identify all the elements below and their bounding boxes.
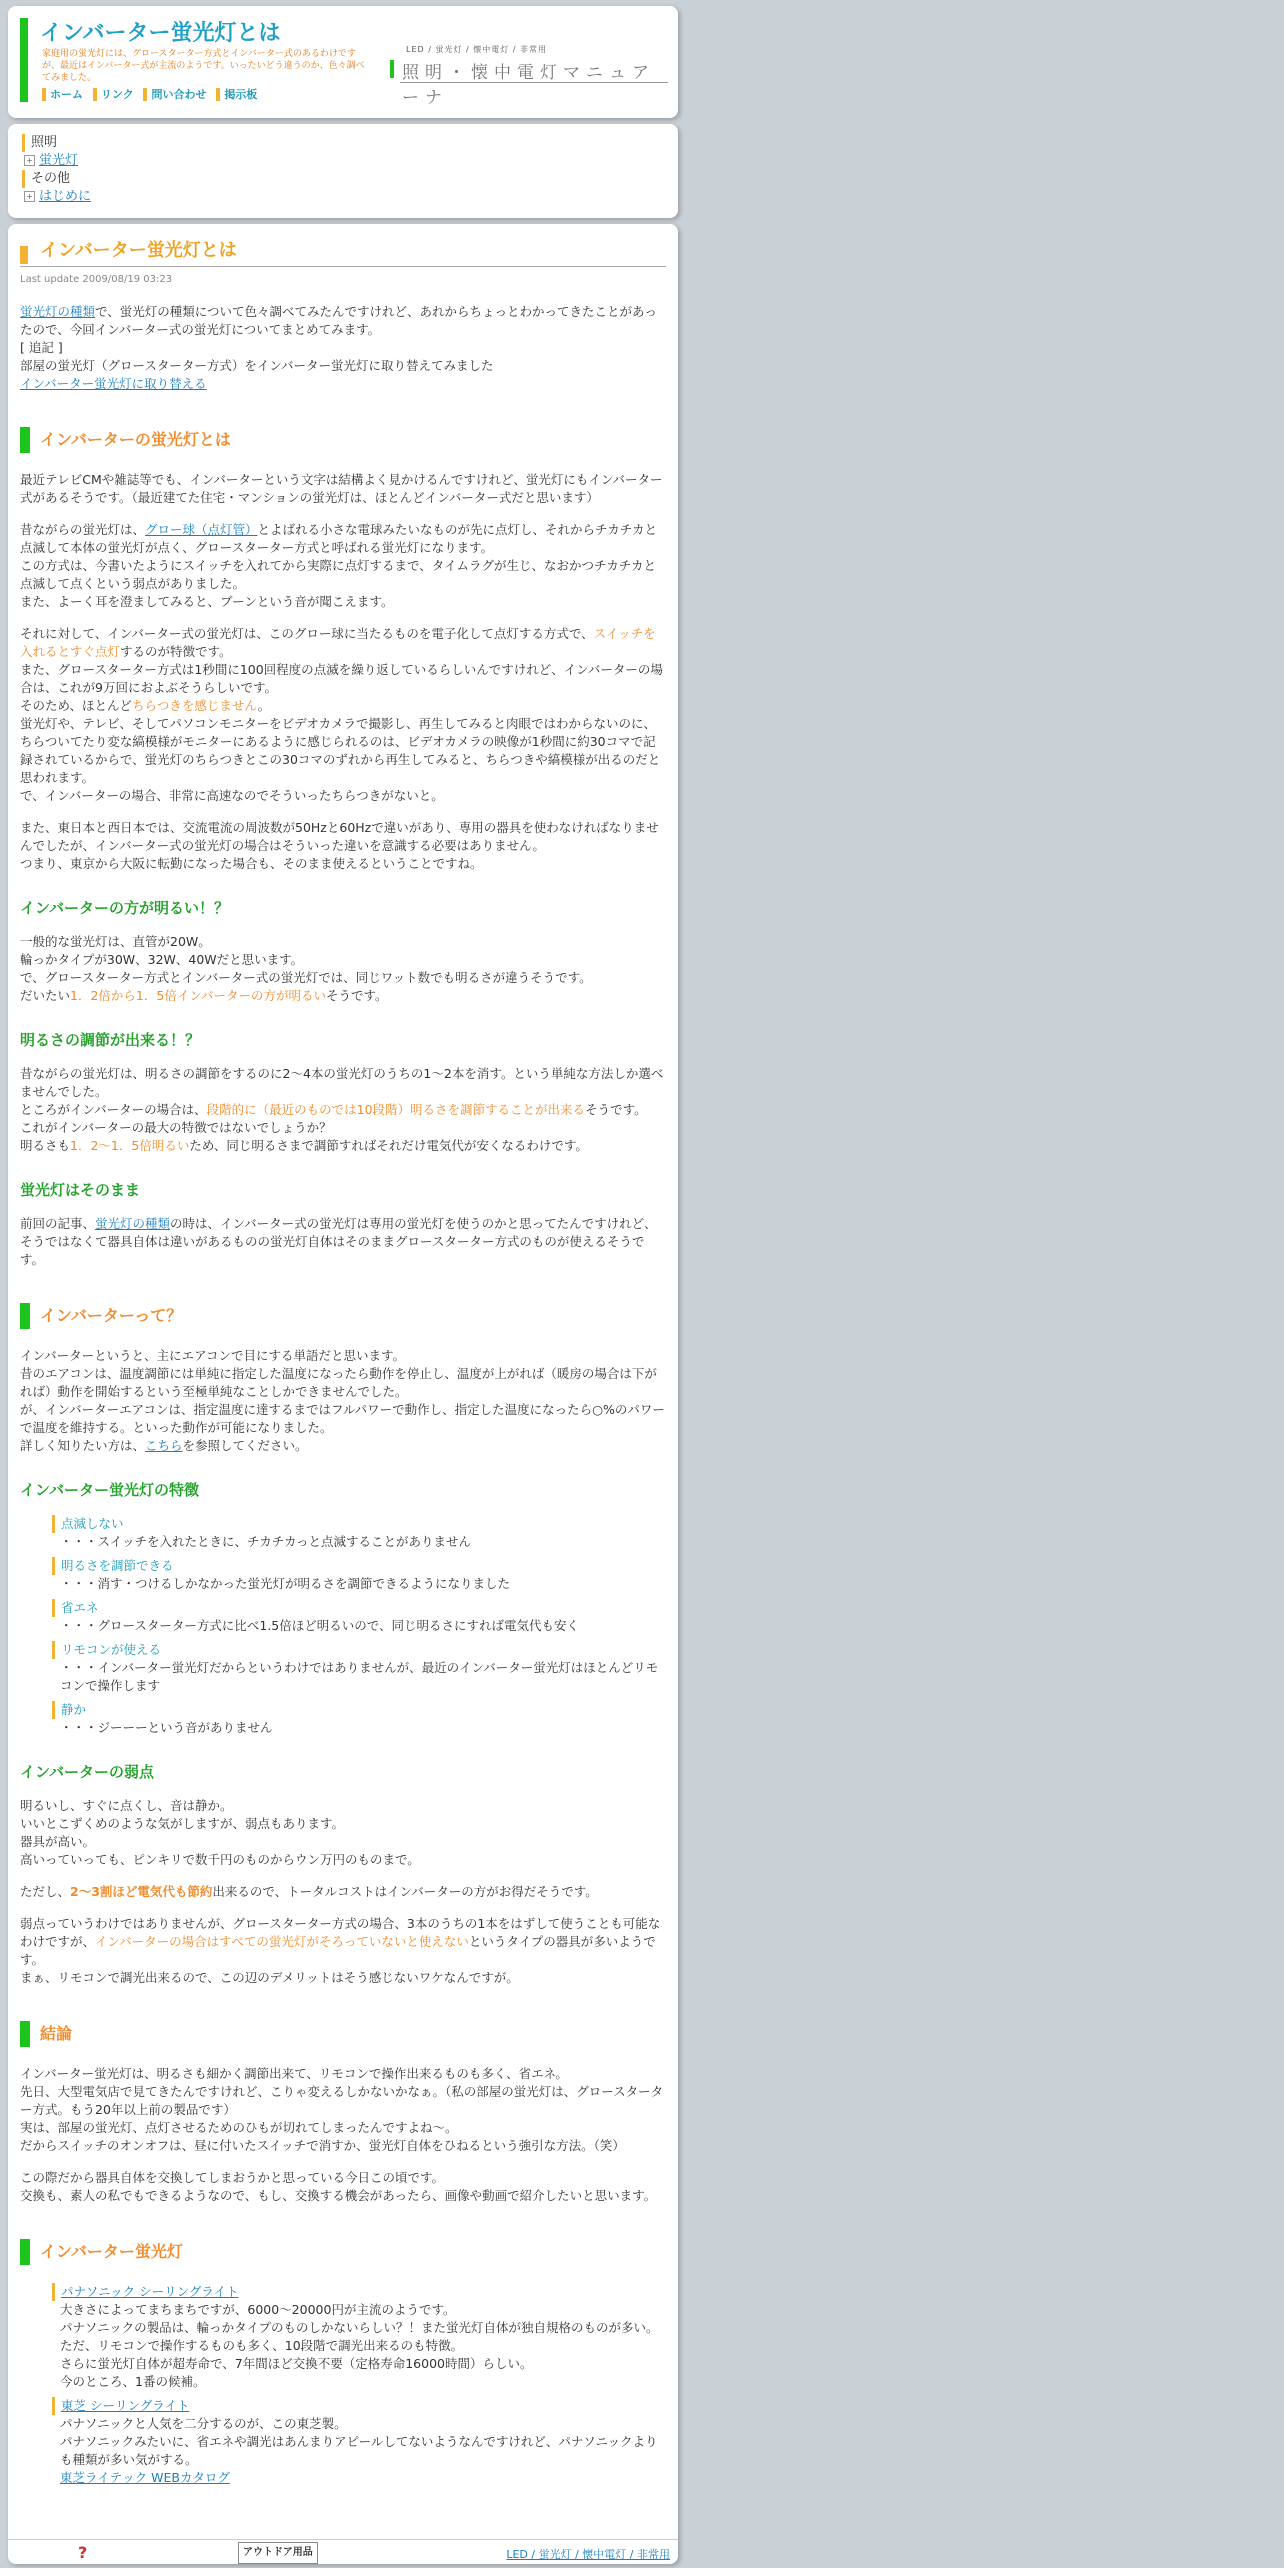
text: 出来るので、トータルコストはインバーターの方がお得だそうです。 [212,1884,598,1899]
text: 先日、大型電気店で見てきたんですけれど、こりゃ変えるしかないかなぁ。（私の部屋の蛍光灯は、グロースターター方式。もう20年以上前の製品です） [20,2084,664,2117]
text: また、よーく耳を澄ましてみると、ブーンという音が聞こえます。 [20,594,394,609]
subsection-heading: インバーター蛍光灯の特徴 [20,1481,199,1499]
text: 今のところ、1番の候補。 [60,2374,206,2389]
text: 交換も、素人の私でもできるようなので、もし、交換する機会があったら、画像や動画で紹介したいと思います。 [20,2188,657,2203]
text: インバーターというと、主にエアコンで目にする単語だと思います。 [20,1348,406,1363]
feature-title: リモコンが使える [52,1641,666,1659]
s1-paragraph [20,521,666,611]
highlight-text: インバーターの場合はすべての蛍光灯がそろっていないと使えない [95,1934,469,1949]
text: ただし、 [20,1884,71,1899]
text: するのが特徴です。 [120,644,232,659]
addendum-label: [ 追記 ] [20,340,63,355]
s8-paragraph [20,2169,666,2205]
list-item [60,1599,666,1635]
text: ところがインバーターの場合は、 [20,1102,207,1117]
menu-category-lighting: 照明 [22,134,664,152]
text: いいとこずくめのような気がしますが、弱点もあります。 [20,1816,345,1831]
footer-strip [8,2539,678,2564]
text: まぁ、リモコンで調光出来るので、この辺のデメリットはそう感じないワケなんですが。 [20,1970,519,1985]
expand-icon[interactable]: + [24,155,35,166]
nav-links-link[interactable]: リンク [93,88,134,101]
section-heading: インバーターの蛍光灯とは [20,427,666,453]
s7-paragraph [20,1915,666,1987]
s8-paragraph [20,2065,666,2155]
brand-divider [400,82,668,83]
feature-title: 明るさを調節できる [52,1557,666,1575]
text: 。 [257,698,271,713]
text: インバーター蛍光灯は、明るさも細かく調節出来て、リモコンで操作出来るものも多く、省エネ。 [20,2066,568,2081]
text: そうです。 [325,988,388,1003]
menu-category-other: その他 [22,170,664,188]
site-title[interactable]: インバーター蛍光灯とは [40,21,281,46]
section-heading: インバーターって？ [20,1303,666,1329]
link-replace-inverter[interactable]: インバーター蛍光灯に取り替える [20,376,207,391]
text: 明るいし、すぐに点くし、音は静か。 [20,1798,233,1813]
link-fluorescent-types[interactable]: 蛍光灯の種類 [20,304,96,319]
feature-title: 点滅しない [52,1515,666,1533]
nav-bbs-link[interactable]: 掲示板 [216,88,257,101]
menu-item-fluorescent[interactable] [22,152,664,170]
text: 器具が高い。 [20,1834,96,1849]
intro-text: で、蛍光灯の種類について色々調べてみたんですけれど、あれからちょっとわかってきたことがあったので、今回インバーター式の蛍光灯についてまとめてみます。 [20,304,657,337]
link-glow-bulb[interactable]: グロー球（点灯管） [145,522,258,537]
text: この方式は、今書いたようにスイッチを入れてから実際に点灯するまで、タイムラグが生じ、なおかつチカチカと点滅して点くという弱点がありました。 [20,558,657,591]
text: 高いっていっても、ピンキリで数千円のものからウン万円のものまで。 [20,1852,420,1867]
text: そうです。 [585,1102,647,1117]
subsection-heading: 蛍光灯はそのまま [20,1181,141,1199]
nav-home-link[interactable]: ホーム [42,88,83,101]
article-title: インバーター蛍光灯とは [40,240,237,261]
text: さらに蛍光灯自体が超寿命で、7年間ほど交換不要（定格寿命16000時間）らしい。 [60,2356,533,2371]
list-item [60,2397,666,2487]
text: だいたい [20,988,71,1003]
s1-paragraph [20,819,666,873]
section-heading: インバーター蛍光灯 [20,2239,666,2265]
feature-desc: ・・・消す・つけるしかなかった蛍光灯が明るさを調節できるようになりました [60,1576,511,1591]
s7-paragraph [20,1883,666,1901]
text: 昔のエアコンは、温度調節には単純に指定した温度になったら動作を停止し、温度が上がれば（暖房の場合は下がれば）動作を開始するという至極単純なことしかできませんでした。 [20,1366,657,1399]
text: 蛍光灯や、テレビ、そしてパソコンモニターをビデオカメラで撮影し、再生してみると肉眼ではわからないのに、ちらついてたり変な縞模様がモニターにあるように感じられるのは、ビデオカメラの映像が1秒間に約30コマで記録されているからで、蛍光灯のちらつきとこの30コマのずれから再生してみると、ちらつきや縞模様が出るのだと思われます。 [20,716,661,785]
text: 弱点っていうわけではありませんが、グロースターター方式の場合、3本のうちの1本をはずして使うことも可能なわけですが、 [20,1916,661,1949]
text: 昔ながらの蛍光灯は、 [20,522,146,537]
site-header [8,6,678,118]
text: パナソニックみたいに、省エネや調光はあんまりアピールしてないようなんですけれど、パナソニックよりも種類が多い気がする。 [60,2434,658,2467]
text: で、インバーターの場合、非常に高速なのでそういったちらつきがないと。 [20,788,444,803]
brand-tagline: LED / 蛍光灯 / 懐中電灯 / 非常用 [406,45,548,54]
text: 昔ながらの蛍光灯は、明るさの調節をするのに2～4本の蛍光灯のうちの1～2本を消す。という単純な方法しか選べませんでした。 [20,1066,664,1099]
category-menu [8,124,678,218]
link-panasonic-ceiling-light[interactable]: パナソニック シーリングライト [61,2284,239,2299]
text: とよばれる小さな電球みたいなものが先に点灯し、それからチカチカと点滅して本体の蛍光灯が点く、グロースターター方式と呼ばれる蛍光灯になります。 [20,522,658,555]
site-description: 家庭用の蛍光灯には、グロースターター方式とインバーター式のあるわけですが、最近はインバーター式が主流のようです。いったいどう違うのか、色々調べてみました。 [42,49,365,83]
article-panel [8,224,678,2564]
product-title [52,2283,666,2301]
link-toshiba-ceiling-light[interactable]: 東芝 シーリングライト [61,2398,190,2413]
text: 輪っかタイプが30W、32W、40Wだと思います。 [20,952,304,967]
highlight-text: 段階的に（最近のものでは10段階）明るさを調節することが出来る [206,1102,586,1117]
menu-link-intro[interactable]: はじめに [39,189,92,204]
title-accent-bar [20,246,28,264]
text: が、インバーターエアコンは、指定温度に達するまではフルパワーで動作し、指定した温度になったら○%のパワーで温度を維持する。といった動作が可能になりました。 [20,1402,665,1435]
text: これがインバーターの最大の特徴ではないでしょうか？ [20,1120,332,1135]
link-toshiba-catalog[interactable]: 東芝ライテック WEBカタログ [60,2470,230,2485]
s3-paragraph [20,1065,666,1155]
link-details[interactable]: こちら [145,1438,183,1453]
s1-paragraph: 最近テレビCMや雑誌等でも、インバーターという文字は結構よく見かけるんですけれど、蛍光灯にもインバーター式があるそうです。（最近建てた住宅・マンションの蛍光灯は、ほとんどインバーター式だと思います） [20,472,663,505]
text: 明るさも [20,1138,71,1153]
text: 詳しく知りたい方は、 [20,1438,146,1453]
text: この際だから器具自体を交換してしまおうかと思っている今日この頃です。 [20,2170,445,2185]
question-icon: ? [78,2543,88,2562]
s7-paragraph [20,1797,666,1869]
highlight-text: 2～3割ほど電気代も節約 [70,1884,213,1899]
text: 一般的な蛍光灯は、直管が20W。 [20,934,211,949]
last-update: Last update 2009/08/19 03:23 [20,274,173,285]
product-title [52,2397,666,2415]
menu-link-fluorescent[interactable]: 蛍光灯 [39,153,79,168]
list-item [60,1557,666,1593]
menu-item-intro[interactable] [22,188,664,206]
product-list [20,2283,666,2487]
header-accent-bar [20,18,28,102]
list-item [60,2283,666,2391]
text: というタイプの器具が多いようです。 [20,1934,656,1967]
text: ただ、リモコンで操作するものも多く、10段階で調光出来るのも特徴。 [60,2338,464,2353]
text: 前回の記事、 [20,1216,96,1231]
feature-desc: ・・・グロースターター方式に比べ1.5倍ほど明るいので、同じ明るさにすれば電気代も安く [60,1618,580,1633]
list-item [60,1701,666,1737]
highlight-text: 1．2～1．5倍明るい [70,1138,190,1153]
s2-paragraph [20,933,666,1005]
expand-icon[interactable]: + [24,191,35,202]
highlight-text: ちらつきを感じません [132,698,258,713]
text: そのため、ほとんど [20,698,133,713]
outdoor-banner[interactable]: アウトドア用品 [238,2542,318,2564]
feature-desc: ・・・ジーーーという音がありません [60,1720,273,1735]
nav-contact-link[interactable]: 問い合わせ [143,88,206,101]
subsection-heading: インバーターの弱点 [20,1763,154,1781]
feature-desc: ・・・スイッチを入れたときに、チカチカっと点滅することがありません [60,1534,472,1549]
footer-link[interactable]: LED / 蛍光灯 / 懐中電灯 / 非常用 [506,2548,670,2561]
s4-paragraph [20,1215,666,1269]
feature-list [20,1515,666,1737]
header-nav [42,86,263,102]
subsection-heading: 明るさの調節が出来る！？ [20,1031,201,1049]
addendum-text: 部屋の蛍光灯（グロースターター方式）をインバーター蛍光灯に取り替えてみました [20,358,494,373]
section-heading: 結論 [20,2021,666,2047]
text: 大きさによってまちまちですが、6000～20000円が主流のようです。 [60,2302,456,2317]
text: それに対して、インバーター式の蛍光灯は、このグロー球に当たるものを電子化して点灯する方式で、 [20,626,594,641]
text: パナソニックと人気を二分するのが、この東芝製。 [60,2416,347,2431]
link-fluorescent-types[interactable]: 蛍光灯の種類 [95,1216,171,1231]
text: ため、同じ明るさまで調節すればそれだけ電気代が安くなるわけです。 [189,1138,588,1153]
text: を参照してください。 [182,1438,308,1453]
list-item [60,1641,666,1695]
list-item [60,1515,666,1551]
s1-paragraph [20,625,666,805]
text: の時は、インバーター式の蛍光灯は専用の蛍光灯を使うのかと思ってたんですけれど、そうではなくて器具自体は違いがあるものの蛍光灯自体はそのままグロースターター方式のものが使えるそうです。 [20,1216,657,1267]
text: つまり、東京から大阪に転勤になった場合も、そのまま使えるということですね。 [20,856,483,871]
article-header [20,234,666,267]
subsection-heading: インバーターの方が明るい！？ [20,899,229,917]
brand-name: 照明・懐中電灯マニュアーナ [402,63,655,108]
text: また、グロースターター方式は1秒間に100回程度の点滅を繰り返しているらしいんですけれど、インバーターの場合は、これが9万回におよぶそうらしいです。 [20,662,663,695]
feature-desc: ・・・インバーター蛍光灯だからというわけではありませんが、最近のインバーター蛍光灯はほとんどリモコンで操作します [60,1660,659,1693]
highlight-text: スイッチを入れるとすぐ点灯 [20,626,656,659]
intro-paragraph [20,303,666,393]
feature-title: 静か [52,1701,666,1719]
highlight-text: 1．2倍から1．5倍インバーターの方が明るい [70,988,326,1003]
text: で、グロースターター方式とインバーター式の蛍光灯では、同じワット数でも明るさが違うそうです。 [20,970,592,985]
feature-title: 省エネ [52,1599,666,1617]
text: また、東日本と西日本では、交流電流の周波数が50Hzと60Hzで違いがあり、専用の器具を使わなければなりませんでしたが、インバーター式の蛍光灯の場合はそういった違いを意識する必要はありません。 [20,820,659,853]
text: パナソニックの製品は、輪っかタイプのものしかないらしい？！また蛍光灯自体が独自規格のものが多い。 [60,2320,659,2335]
s5-paragraph [20,1347,666,1455]
text: 実は、部屋の蛍光灯、点灯させるためのひもが切れてしまったんですよね～。 [20,2120,458,2135]
text: だからスイッチのオンオフは、昼に付いたスイッチで消すか、蛍光灯自体をひねるという強引な方法。（笑） [20,2138,625,2153]
brand-accent-bar [390,60,394,78]
